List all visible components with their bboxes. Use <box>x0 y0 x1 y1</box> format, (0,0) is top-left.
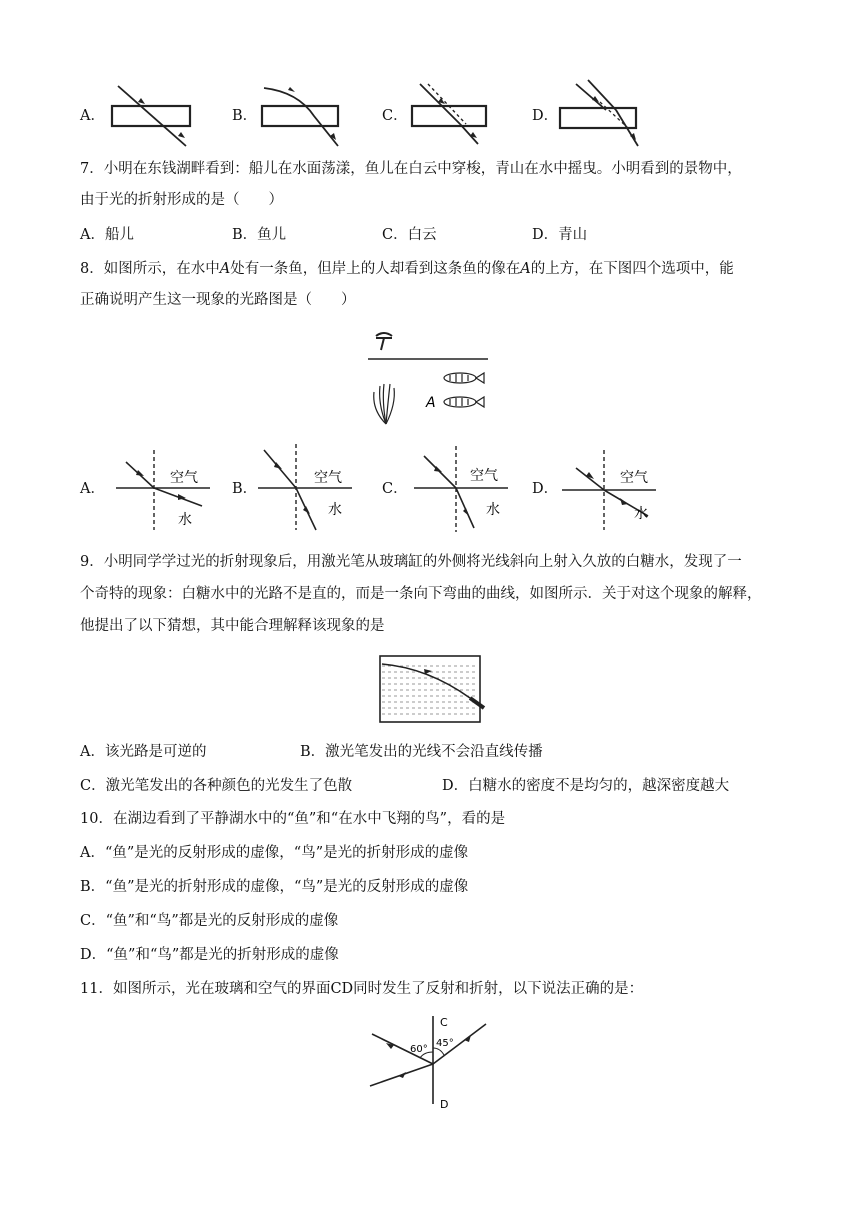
svg-text:水: 水 <box>486 502 500 518</box>
q7-stem-line2: 由于光的折射形成的是（ ） <box>80 192 283 208</box>
q9-option-c[interactable]: C．激光笔发出的各种颜色的光发生了色散 <box>80 778 353 794</box>
fish-position-label: A <box>426 395 436 411</box>
fish-icon <box>444 397 484 407</box>
q7-option-d[interactable]: D．青山 <box>532 227 588 243</box>
q10-option-b[interactable]: B．“鱼”是光的折射形成的虚像，“鸟”是光的反射形成的虚像 <box>80 879 469 895</box>
q7-option-b[interactable]: B．鱼儿 <box>232 227 287 243</box>
q7-option-a[interactable]: A．船儿 <box>80 227 134 243</box>
q8-option-d-label: D． <box>532 481 559 497</box>
q9-stem-line1: 9．小明同学学过光的折射现象后，用激光笔从玻璃缸的外侧将光线斜向上射入久放的白糖水，发现了一 <box>80 554 742 570</box>
svg-text:水: 水 <box>328 502 342 518</box>
interface-label-d: D <box>440 1098 449 1111</box>
water-label: 水 <box>178 512 192 528</box>
eye-icon <box>376 333 392 336</box>
q6-option-d-diagram <box>556 80 646 150</box>
q6-option-c-label: C． <box>382 108 408 124</box>
fish-image-icon <box>444 373 484 383</box>
water-plant-icon <box>374 384 395 424</box>
q8-option-d-diagram <box>562 450 662 530</box>
q7-stem-line1: 7．小明在东钱湖畔看到：船儿在水面荡漾，鱼儿在白云中穿梭，青山在水中摇曳。小明看到的景物中， <box>80 161 742 177</box>
svg-text:空气: 空气 <box>470 468 498 484</box>
q8-figure-fish-eye <box>368 330 492 426</box>
q6-option-c-diagram <box>408 84 498 148</box>
svg-text:水: 水 <box>634 506 648 522</box>
q9-stem-line3: 他提出了以下猜想，其中能合理解释该现象的是 <box>80 618 385 634</box>
q11-stem: 11．如图所示，光在玻璃和空气的界面CD同时发生了反射和折射，以下说法正确的是： <box>80 981 644 997</box>
q6-option-b-diagram <box>258 84 348 148</box>
q10-stem: 10．在湖边看到了平静湖水中的“鱼”和“在水中飞翔的鸟”，看的是 <box>80 811 506 827</box>
angle-label-45: 45° <box>436 1038 454 1049</box>
angle-label-60: 60° <box>410 1044 428 1055</box>
q9-option-d[interactable]: D．白糖水的密度不是均匀的，越深密度越大 <box>442 778 730 794</box>
q6-option-a-label: A． <box>80 108 105 124</box>
q10-option-d[interactable]: D．“鱼”和“鸟”都是光的折射形成的虚像 <box>80 947 339 963</box>
laser-pen-icon <box>470 698 484 708</box>
q11-interface-cd-figure <box>364 1012 494 1111</box>
q9-option-b[interactable]: B．激光笔发出的光线不会沿直线传播 <box>300 744 543 760</box>
q8-stem-line2: 正确说明产生这一现象的光路图是（ ） <box>80 292 356 308</box>
q9-option-a[interactable]: A．该光路是可逆的 <box>80 744 207 760</box>
q6-option-d-label: D． <box>532 108 559 124</box>
q10-option-a[interactable]: A．“鱼”是光的反射形成的虚像，“鸟”是光的折射形成的虚像 <box>80 845 469 861</box>
svg-text:空气: 空气 <box>314 470 342 486</box>
q9-stem-line2: 个奇特的现象：白糖水中的光路不是直的，而是一条向下弯曲的曲线，如图所示．关于对这个现象的解释， <box>80 586 762 602</box>
q8-option-b-label: B． <box>232 481 258 497</box>
svg-text:空气: 空气 <box>620 470 648 486</box>
q9-sugar-water-tank-figure <box>378 654 488 726</box>
q8-option-a-label: A． <box>80 481 105 497</box>
q8-stem-line1: 8．如图所示，在水中A处有一条鱼，但岸上的人却看到这条鱼的像在A的上方，在下图四个选项中，能 <box>80 261 734 277</box>
interface-label-c: C <box>440 1016 448 1029</box>
q8-option-c-label: C． <box>382 481 408 497</box>
q6-option-b-label: B． <box>232 108 258 124</box>
q7-option-c[interactable]: C．白云 <box>382 227 437 243</box>
air-label: 空气 <box>170 470 198 486</box>
q8-option-b-diagram <box>258 444 358 532</box>
q6-option-a-diagram <box>108 84 198 148</box>
q8-option-a-diagram <box>116 450 216 530</box>
q10-option-c[interactable]: C．“鱼”和“鸟”都是光的反射形成的虚像 <box>80 913 339 929</box>
q8-option-c-diagram <box>414 446 514 532</box>
